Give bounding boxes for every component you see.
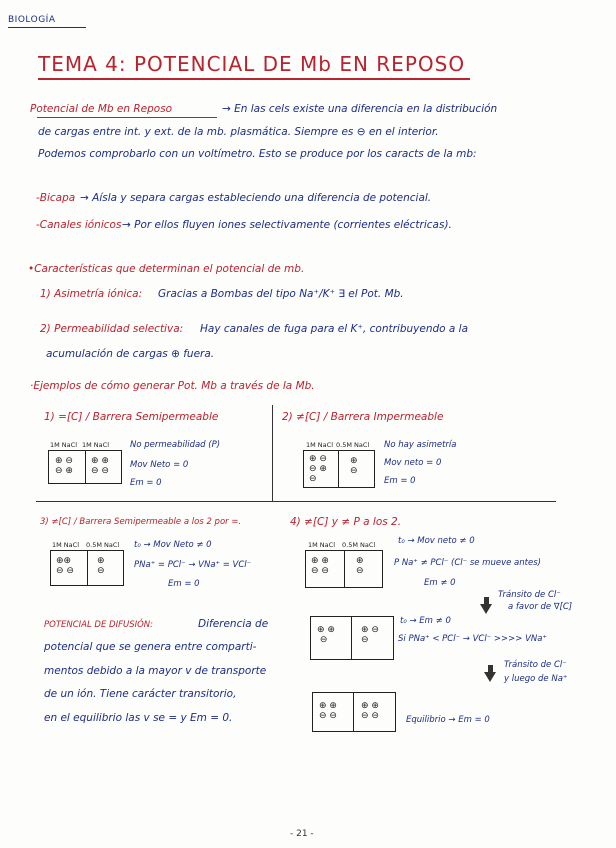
arrow2-label: Tránsito de Cl⁻ xyxy=(504,660,567,670)
ex1-note3: Em = 0 xyxy=(130,478,162,488)
difusion-line2: potencial que se genera entre comparti- xyxy=(44,641,257,653)
ex4-label-left: 1M NaCl xyxy=(308,541,335,549)
ex2-title: 2) ≠[C] / Barrera Impermeable xyxy=(282,411,444,423)
difusion-line1: Diferencia de xyxy=(198,618,269,630)
arrow2-label2: y luego de Na⁺ xyxy=(504,674,568,684)
ex1-title: 1) =[C] / Barrera Semipermeable xyxy=(44,411,219,423)
difusion-line5: en el equilibrio las v se = y Em = 0. xyxy=(44,712,233,724)
page-title: TEMA 4: POTENCIAL DE Mb EN REPOSO xyxy=(38,52,466,76)
ex2-note3: Em = 0 xyxy=(384,476,416,486)
down-arrow-icon-2 xyxy=(484,672,496,682)
canales-heading: -Canales iónicos xyxy=(36,219,122,231)
ex3-label-right: 0.5M NaCl xyxy=(86,541,120,549)
quadrant-divider-horizontal xyxy=(36,501,556,502)
down-arrow-icon xyxy=(480,604,492,614)
intro-line3: Podemos comprobarlo con un voltímetro. Esto se produce por los caracts de la mb: xyxy=(38,148,477,160)
step3-ions-left: ⊕ ⊕ ⊖ ⊖ xyxy=(319,701,337,721)
ex3-note1: t₀ → Mov Neto ≠ 0 xyxy=(134,540,212,550)
ex1-label-right: 1M NaCl xyxy=(82,441,109,449)
subject-header: BIOLOGÍA xyxy=(8,15,56,25)
ex4-note3: Em ≠ 0 xyxy=(424,578,456,588)
asimetria-heading: 1) Asimetría iónica: xyxy=(40,288,143,300)
ex1-note2: Mov Neto = 0 xyxy=(130,460,189,470)
difusion-heading: POTENCIAL DE DIFUSIÓN: xyxy=(44,620,154,630)
step3-ions-right: ⊕ ⊕ ⊖ ⊖ xyxy=(361,701,379,721)
canales-text: → Por ellos fluyen iones selectivamente (corrientes eléctricas). xyxy=(122,219,452,231)
ex1-ions-right: ⊕ ⊕ ⊖ ⊖ xyxy=(91,456,109,476)
ex3-container xyxy=(50,550,124,586)
ex2-label-left: 1M NaCl xyxy=(306,441,333,449)
ex2-note1: No hay asimetría xyxy=(384,440,457,450)
ex2-label-right: 0.5M NaCl xyxy=(336,441,370,449)
header-underline xyxy=(8,27,86,28)
intro-line1: → En las cels existe una diferencia en la distribución xyxy=(222,103,498,115)
ex2-ions-right: ⊕ ⊖ xyxy=(350,456,358,476)
ex4-note1: t₀ → Mov neto ≠ 0 xyxy=(398,536,475,546)
ex2-container xyxy=(303,450,375,488)
arrow1-label: Tránsito de Cl⁻ xyxy=(498,590,561,600)
ejemplos-heading: ·Ejemplos de cómo generar Pot. Mb a través de la Mb. xyxy=(30,380,315,392)
page-number: - 21 - xyxy=(290,829,314,839)
step3-container xyxy=(312,692,396,732)
step3-note: Equilibrio → Em = 0 xyxy=(406,715,490,725)
ex2-note2: Mov neto = 0 xyxy=(384,458,442,468)
ex1-label-left: 1M NaCl xyxy=(50,441,77,449)
bicapa-text: → Aísla y separa cargas estableciendo una diferencia de potencial. xyxy=(80,192,432,204)
intro-heading-underline xyxy=(37,117,217,118)
ex3-title: 3) ≠[C] / Barrera Semipermeable a los 2 por =. xyxy=(40,517,242,527)
ex1-container xyxy=(48,450,122,484)
arrow1-label2: a favor de ∇[C] xyxy=(508,602,573,612)
asimetria-text: Gracias a Bombas del tipo Na⁺/K⁺ ∃ el Pot. Mb. xyxy=(158,288,404,300)
ex3-note3: Em = 0 xyxy=(168,579,200,589)
ex1-ions-left: ⊕ ⊖ ⊖ ⊕ xyxy=(55,456,73,476)
step2-ions-left: ⊕ ⊕ ⊖ xyxy=(317,625,335,645)
ex4-ions-left: ⊕ ⊕ ⊖ ⊖ xyxy=(311,556,329,576)
quadrant-divider-vertical xyxy=(272,405,273,501)
ex4-note2: P Na⁺ ≠ PCl⁻ (Cl⁻ se mueve antes) xyxy=(394,558,541,568)
permeabilidad-text2: acumulación de cargas ⊕ fuera. xyxy=(46,348,215,360)
step2-note2: Si PNa⁺ < PCl⁻ → VCl⁻ >>>> VNa⁺ xyxy=(398,634,547,644)
ex3-label-left: 1M NaCl xyxy=(52,541,79,549)
ex2-ions-left: ⊕ ⊖ ⊖ ⊕ ⊖ xyxy=(309,454,327,484)
permeabilidad-text: Hay canales de fuga para el K⁺, contribuyendo a la xyxy=(200,323,469,335)
intro-line2: de cargas entre int. y ext. de la mb. plasmática. Siempre es ⊖ en el interior. xyxy=(38,126,439,138)
intro-heading: Potencial de Mb en Reposo xyxy=(30,103,173,115)
title-underline xyxy=(38,78,470,80)
bicapa-heading: -Bicapa xyxy=(36,192,76,204)
ex4-title: 4) ≠[C] y ≠ P a los 2. xyxy=(290,516,402,528)
step2-ions-right: ⊕ ⊖ ⊖ xyxy=(361,625,379,645)
ex4-ions-right: ⊕ ⊖ xyxy=(356,556,364,576)
ex3-ions-right: ⊕ ⊖ xyxy=(97,556,105,576)
permeabilidad-heading: 2) Permeabilidad selectiva: xyxy=(40,323,184,335)
difusion-line4: de un ión. Tiene carácter transitorio, xyxy=(44,688,237,700)
ex4-container xyxy=(305,550,383,588)
step2-note1: t₀ → Em ≠ 0 xyxy=(400,616,451,626)
difusion-line3: mentos debido a la mayor v de transporte xyxy=(44,665,267,677)
ex3-ions-left: ⊕⊕ ⊖ ⊖ xyxy=(56,556,74,576)
ex3-note2: PNa⁺ = PCl⁻ → VNa⁺ = VCl⁻ xyxy=(134,560,252,570)
ex1-note1: No permeabilidad (P) xyxy=(130,440,221,450)
step2-container xyxy=(310,616,394,660)
caracteristicas-heading: •Características que determinan el potencial de mb. xyxy=(28,263,305,275)
ex4-label-right: 0.5M NaCl xyxy=(342,541,376,549)
